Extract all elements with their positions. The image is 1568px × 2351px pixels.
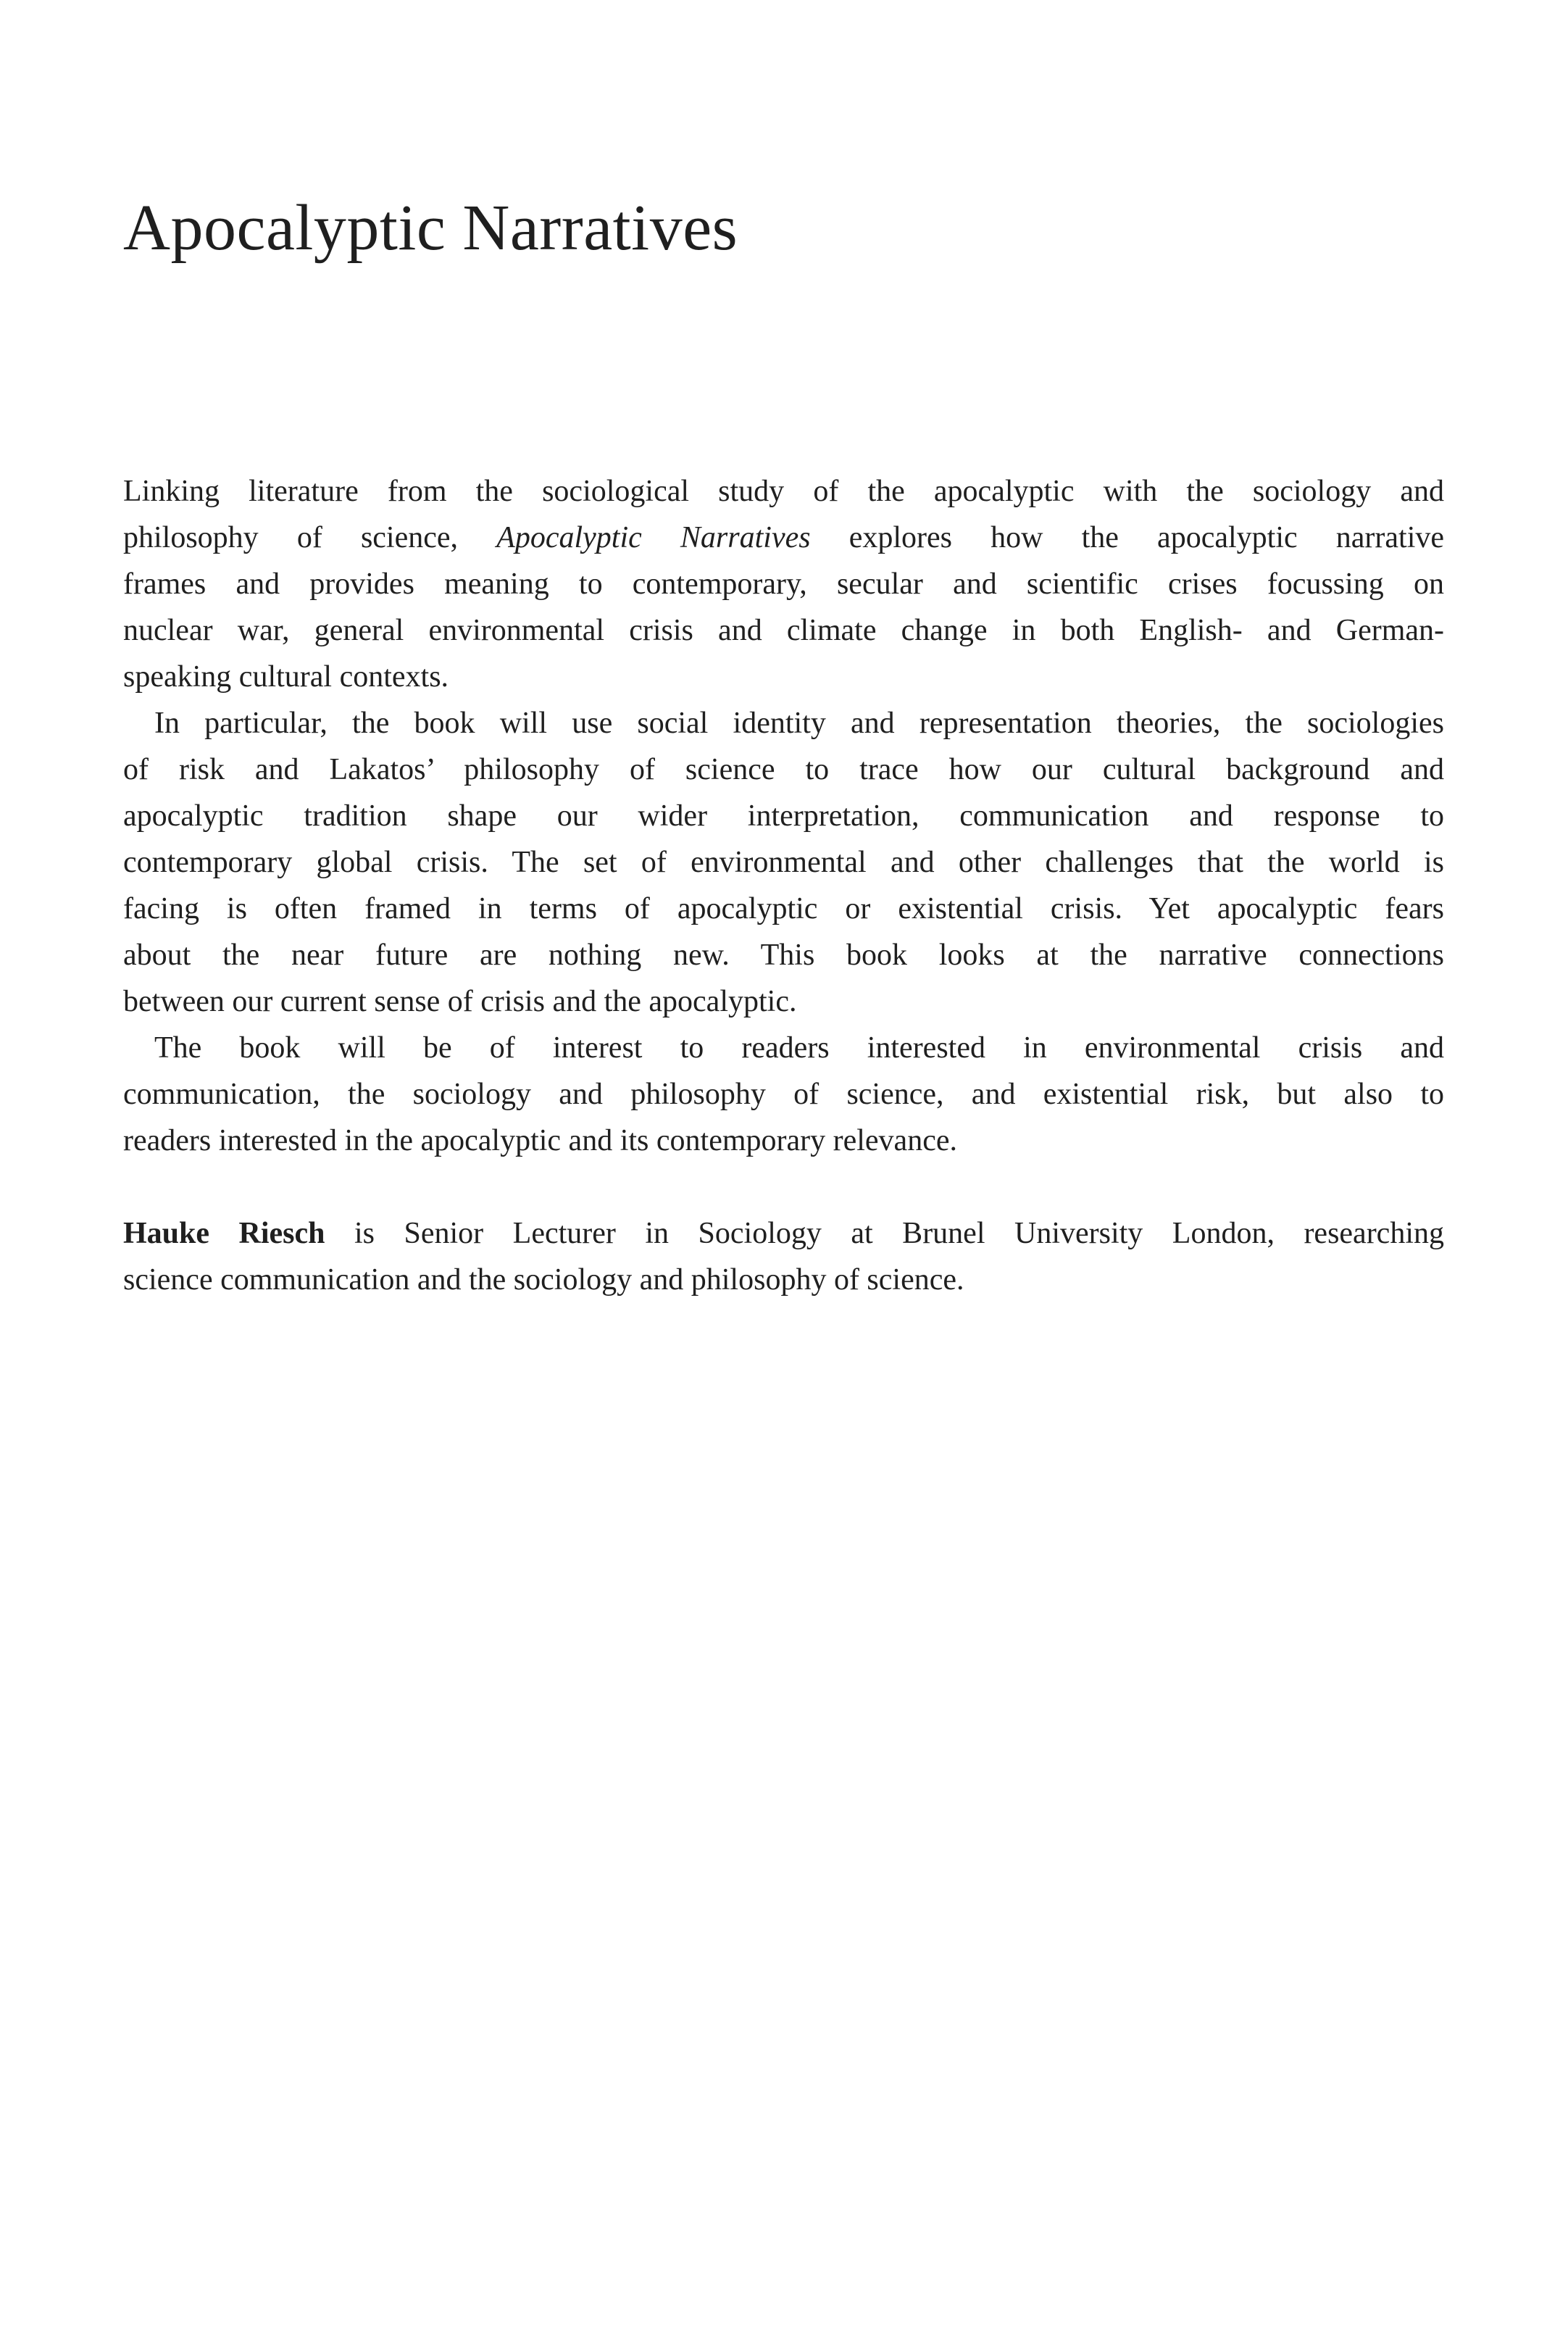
text-segment-normal: The book will be of interest to readers interested in environmental crisis and [154, 1031, 1444, 1065]
text-line [123, 793, 1444, 839]
text-segment-normal: between our current sense of crisis and the apocalyptic. [123, 985, 797, 1018]
text-line [123, 654, 1444, 700]
text-line [123, 1071, 1444, 1118]
text-line [123, 700, 1444, 746]
text-segment-normal: explores how the apocalyptic narrative [810, 521, 1445, 554]
text-segment-normal: is Senior Lecturer in Sociology at Brunel University London, researching [325, 1217, 1444, 1250]
text-line [123, 1025, 1444, 1071]
text-segment-normal: In particular, the book will use social identity and representation theories, the sociologies [154, 707, 1444, 740]
text-line [123, 1210, 1444, 1257]
text-line [123, 978, 1444, 1025]
text-segment-normal: readers interested in the apocalyptic and its contemporary relevance. [123, 1124, 957, 1157]
text-segment-normal: facing is often framed in terms of apocalyptic or existential crisis. Yet apocalyptic fears [123, 892, 1444, 925]
text-line [123, 886, 1444, 932]
blurb-paragraph-3 [123, 1025, 1444, 1164]
author-bio [123, 1210, 1444, 1303]
text-line [123, 1118, 1444, 1164]
text-segment-normal: Linking literature from the sociological study of the apocalyptic with the sociology and [123, 475, 1444, 508]
text-segment-normal: communication, the sociology and philosophy of science, and existential risk, but also to [123, 1078, 1444, 1111]
text-segment-normal: apocalyptic tradition shape our wider interpretation, communication and response to [123, 799, 1444, 833]
text-line [123, 839, 1444, 886]
text-segment-normal: science communication and the sociology and philosophy of science. [123, 1263, 964, 1297]
text-segment-normal: contemporary global crisis. The set of environmental and other challenges that the world is [123, 846, 1444, 879]
book-title: Apocalyptic Narratives [123, 192, 738, 264]
text-line [123, 1257, 1444, 1303]
text-line [123, 561, 1444, 607]
blurb-paragraph-1 [123, 468, 1444, 700]
text-segment-normal: of risk and Lakatos’ philosophy of science to trace how our cultural background and [123, 753, 1444, 786]
text-line [123, 468, 1444, 515]
text-segment-italic: Apocalyptic Narratives [496, 521, 811, 554]
blurb [123, 468, 1444, 1303]
text-segment-bold: Hauke Riesch [123, 1217, 325, 1250]
text-segment-normal: about the near future are nothing new. This book looks at the narrative connections [123, 939, 1444, 972]
text-segment-normal: nuclear war, general environmental crisis and climate change in both English- and German- [123, 614, 1444, 647]
text-segment-normal: frames and provides meaning to contemporary, secular and scientific crises focussing on [123, 567, 1444, 601]
text-line [123, 607, 1444, 654]
text-line [123, 932, 1444, 978]
text-segment-normal: philosophy of science, [123, 521, 497, 554]
text-line [123, 515, 1444, 561]
text-segment-normal: speaking cultural contexts. [123, 660, 449, 694]
blurb-paragraph-2 [123, 700, 1444, 1025]
text-line [123, 746, 1444, 793]
